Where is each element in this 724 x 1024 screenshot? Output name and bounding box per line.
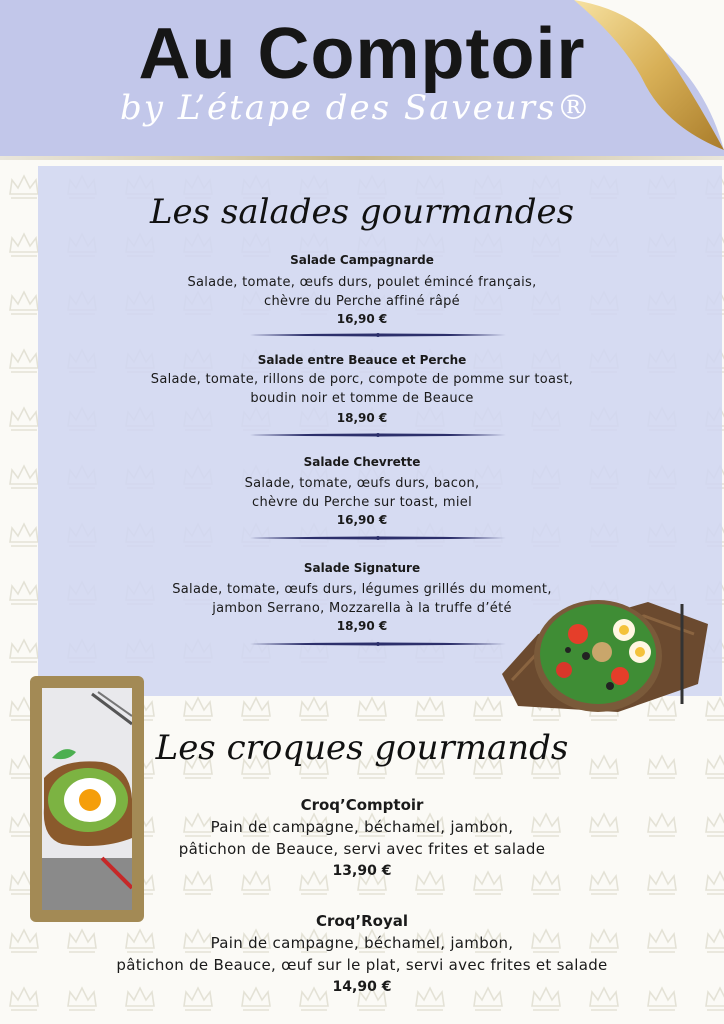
menu-item-salade-chevrette bbox=[0, 454, 724, 528]
item-description: Salade, tomate, œufs durs, légumes grillés du moment, bbox=[172, 582, 552, 597]
separator-line bbox=[250, 432, 506, 438]
croques-title: Les croques gourmands bbox=[155, 728, 569, 768]
item-description: Salade, tomate, œufs durs, poulet émincé français, bbox=[187, 275, 537, 290]
salades-title: Les salades gourmandes bbox=[149, 192, 575, 232]
item-name: Salade Chevrette bbox=[303, 455, 421, 469]
item-price: 18,90 € bbox=[336, 619, 388, 633]
item-description: Salade, tomate, œufs durs, bacon, bbox=[244, 476, 480, 491]
page-curl-decoration bbox=[574, 0, 724, 150]
brand-title: Au Comptoir bbox=[138, 14, 586, 94]
separator-line bbox=[250, 641, 506, 647]
menu-item-croq-comptoir bbox=[0, 794, 724, 882]
menu-item-salade-campagnarde bbox=[0, 252, 724, 327]
item-price: 14,90 € bbox=[332, 979, 392, 995]
item-price: 13,90 € bbox=[332, 863, 392, 879]
item-price: 18,90 € bbox=[336, 411, 388, 425]
item-description: Pain de campagne, béchamel, jambon, bbox=[210, 934, 514, 952]
menu-item-salade-beauce-perche bbox=[0, 352, 724, 426]
item-description: chèvre du Perche sur toast, miel bbox=[252, 495, 472, 510]
salad-bowl-image bbox=[498, 594, 712, 718]
item-name: Salade Campagnarde bbox=[290, 253, 434, 267]
menu-item-croq-royal bbox=[0, 910, 724, 998]
header-banner bbox=[0, 0, 724, 156]
item-name: Croq’Royal bbox=[315, 912, 409, 930]
item-description: boudin noir et tomme de Beauce bbox=[250, 391, 474, 406]
item-description: jambon Serrano, Mozzarella à la truffe d’été bbox=[212, 601, 512, 616]
item-name: Croq’Comptoir bbox=[300, 796, 424, 814]
separator-line bbox=[250, 332, 506, 338]
item-name: Salade entre Beauce et Perche bbox=[257, 353, 467, 367]
item-description: pâtichon de Beauce, servi avec frites et salade bbox=[178, 840, 546, 858]
item-description: chèvre du Perche affiné râpé bbox=[264, 294, 460, 309]
item-price: 16,90 € bbox=[336, 312, 388, 326]
item-description: pâtichon de Beauce, œuf sur le plat, servi avec frites et salade bbox=[116, 956, 608, 974]
item-price: 16,90 € bbox=[336, 513, 388, 527]
item-description: Salade, tomate, rillons de porc, compote de pomme sur toast, bbox=[150, 372, 574, 387]
separator-line bbox=[250, 535, 506, 541]
item-description: Pain de campagne, béchamel, jambon, bbox=[210, 818, 514, 836]
brand-subtitle: by L’étape des Saveurs® bbox=[120, 88, 593, 128]
item-name: Salade Signature bbox=[303, 561, 421, 575]
